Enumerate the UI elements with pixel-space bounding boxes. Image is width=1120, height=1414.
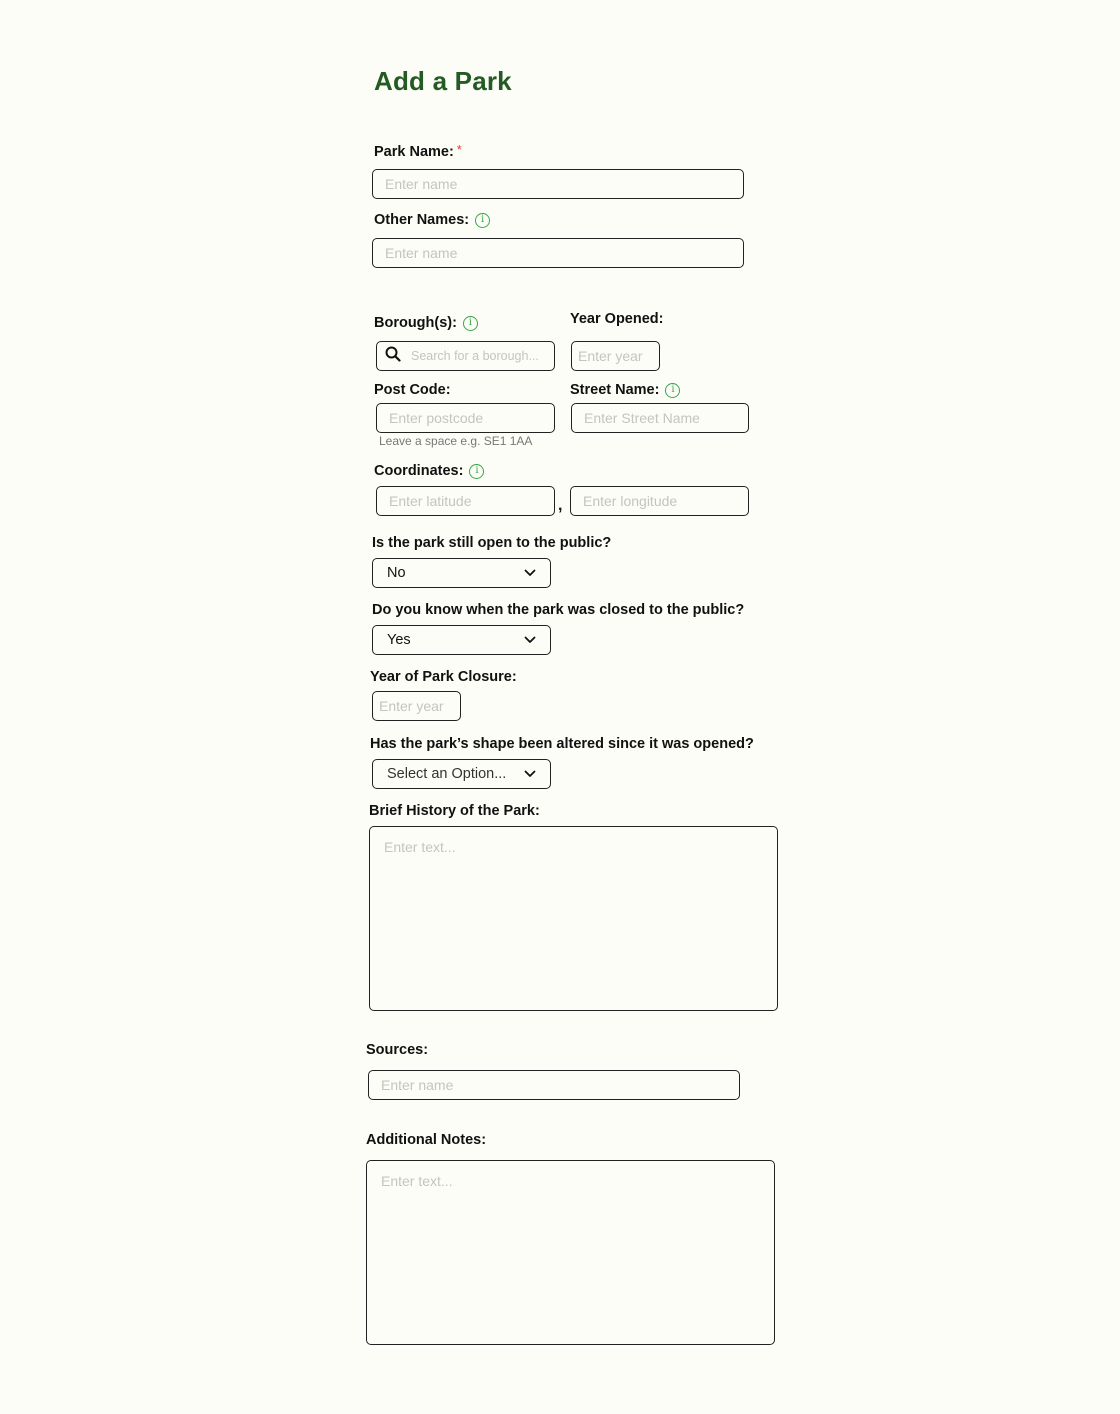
info-circle-icon[interactable]: i <box>475 213 490 228</box>
page-title: Add a Park <box>374 66 512 96</box>
year-opened-label: Year Opened: <box>570 311 664 327</box>
chevron-down-icon <box>524 770 536 778</box>
other-names-label-text: Other Names: <box>374 212 470 228</box>
park-name-label-text: Park Name: <box>374 144 454 160</box>
street-name-label <box>570 382 680 398</box>
still-open-value: No <box>387 565 406 581</box>
know-closed-label: Do you know when the park was closed to the public? <box>372 602 745 618</box>
info-circle-icon[interactable]: i <box>463 316 478 331</box>
shape-altered-select[interactable] <box>372 759 551 789</box>
coordinates-label-text: Coordinates: <box>374 463 464 479</box>
notes-textarea[interactable] <box>366 1160 775 1345</box>
info-circle-icon[interactable]: i <box>665 383 680 398</box>
boroughs-label-text: Borough(s): <box>374 315 457 331</box>
post-code-hint: Leave a space e.g. SE1 1AA <box>379 434 533 448</box>
know-closed-value: Yes <box>387 632 411 648</box>
closure-year-input[interactable] <box>372 691 461 721</box>
still-open-select[interactable] <box>372 558 551 588</box>
borough-search[interactable] <box>376 341 555 371</box>
know-closed-select[interactable] <box>372 625 551 655</box>
boroughs-label <box>374 315 478 331</box>
park-name-label <box>374 141 462 160</box>
coordinates-separator: , <box>558 497 563 514</box>
sources-input[interactable] <box>368 1070 740 1100</box>
shape-altered-value: Select an Option... <box>387 766 507 782</box>
closure-year-label: Year of Park Closure: <box>370 669 517 685</box>
post-code-input[interactable] <box>376 403 555 433</box>
chevron-down-icon <box>524 636 536 644</box>
notes-label: Additional Notes: <box>366 1132 487 1148</box>
other-names-input[interactable] <box>372 238 744 268</box>
street-name-label-text: Street Name: <box>570 382 660 398</box>
year-opened-input[interactable] <box>571 341 660 371</box>
park-name-input[interactable] <box>372 169 744 199</box>
search-icon <box>385 346 401 367</box>
still-open-label: Is the park still open to the public? <box>372 535 612 551</box>
required-asterisk: * <box>456 141 462 157</box>
street-name-input[interactable] <box>571 403 749 433</box>
history-label: Brief History of the Park: <box>369 803 540 819</box>
borough-search-input[interactable] <box>409 348 553 364</box>
other-names-label <box>374 212 490 228</box>
coordinates-label <box>374 463 484 479</box>
latitude-input[interactable] <box>376 486 555 516</box>
info-circle-icon[interactable]: i <box>469 464 484 479</box>
longitude-input[interactable] <box>570 486 749 516</box>
shape-altered-label: Has the park’s shape been altered since it was opened? <box>370 736 754 752</box>
post-code-label: Post Code: <box>374 382 451 398</box>
history-textarea[interactable] <box>369 826 778 1011</box>
chevron-down-icon <box>524 569 536 577</box>
sources-label: Sources: <box>366 1042 429 1058</box>
